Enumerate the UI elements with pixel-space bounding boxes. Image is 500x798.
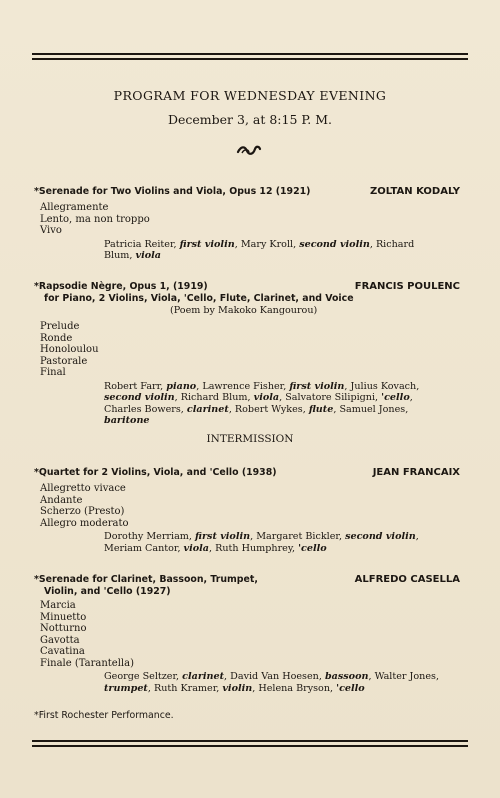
performers: Robert Farr, piano, Lawrence Fisher, first violin, Julius Kovach, second violin, Richard Blum, viola, Salvatore Silipigni, 'cello, Charles Bowers, clarinet, Robert Wykes, flute, Samuel Jones, baritone [104,380,420,426]
bottom-double-rule [32,740,468,747]
performers: Dorothy Merriam, first violin, Margaret Bickler, second violin, Meriam Cantor, viola, Ruth Humphrey, 'cello [104,531,419,554]
composer-name: JEAN FRANCAIX [372,467,460,478]
movement: Lento, ma non troppo [40,213,150,225]
work-subtitle: for Piano, 2 Violins, Viola, 'Cello, Flute, Clarinet, and Voice [44,293,354,304]
movement: Cavatina [40,646,85,657]
composer-name: ALFREDO CASELLA [354,574,460,585]
performers: Patricia Reiter, first violin, Mary Kroll, second violin, Richard Blum, viola [104,238,415,261]
footnote: *First Rochester Performance. [34,710,174,721]
work-kodaly [34,186,464,262]
work-title: *Quartet for 2 Violins, Viola, and 'Cello (1938) [34,467,277,478]
movement: Minuetto [40,611,87,623]
work-casella [34,574,464,694]
top-double-rule [32,53,468,60]
work-title: *Serenade for Clarinet, Bassoon, Trumpet, [34,574,258,585]
intermission-label: INTERMISSION [206,433,294,445]
performers: George Seltzer, clarinet, David Van Hoesen, bassoon, Walter Jones, trumpet, Ruth Kramer, violin, Helena Bryson, 'cello [104,671,440,694]
composer-name: ZOLTAN KODALY [370,186,460,197]
composer-name: FRANCIS POULENC [354,281,460,292]
movement: Pastorale [40,355,88,367]
work-note: (Poem by Makoko Kangourou) [170,305,318,316]
work-francaix [34,467,464,554]
work-title: *Serenade for Two Violins and Viola, Opus 12 (1921) [34,186,311,197]
movement: Scherzo (Presto) [40,506,125,517]
movement: Honoloulou [40,344,99,355]
movement: Finale (Tarantella) [40,657,134,669]
movement: Vivo [40,225,62,236]
movement: Allegretto vivace [40,483,126,494]
movement: Allegro moderato [40,517,129,529]
work-subtitle: Violin, and 'Cello (1927) [44,586,171,597]
movement: Final [40,367,66,378]
movement: Ronde [40,332,73,344]
movement: Gavotta [40,634,80,646]
movement: Notturno [40,623,87,634]
movement: Andante [40,494,83,506]
movement: Allegramente [40,202,109,213]
movement: Prelude [40,321,80,332]
movement: Marcia [40,600,76,611]
work-title: *Rapsodie Nègre, Opus 1, (1919) [34,281,208,292]
work-poulenc [34,281,464,427]
program-date: December 3, at 8:15 P. M. [167,112,332,127]
ornament-icon [236,143,262,157]
program-title: PROGRAM FOR WEDNESDAY EVENING [113,88,387,103]
